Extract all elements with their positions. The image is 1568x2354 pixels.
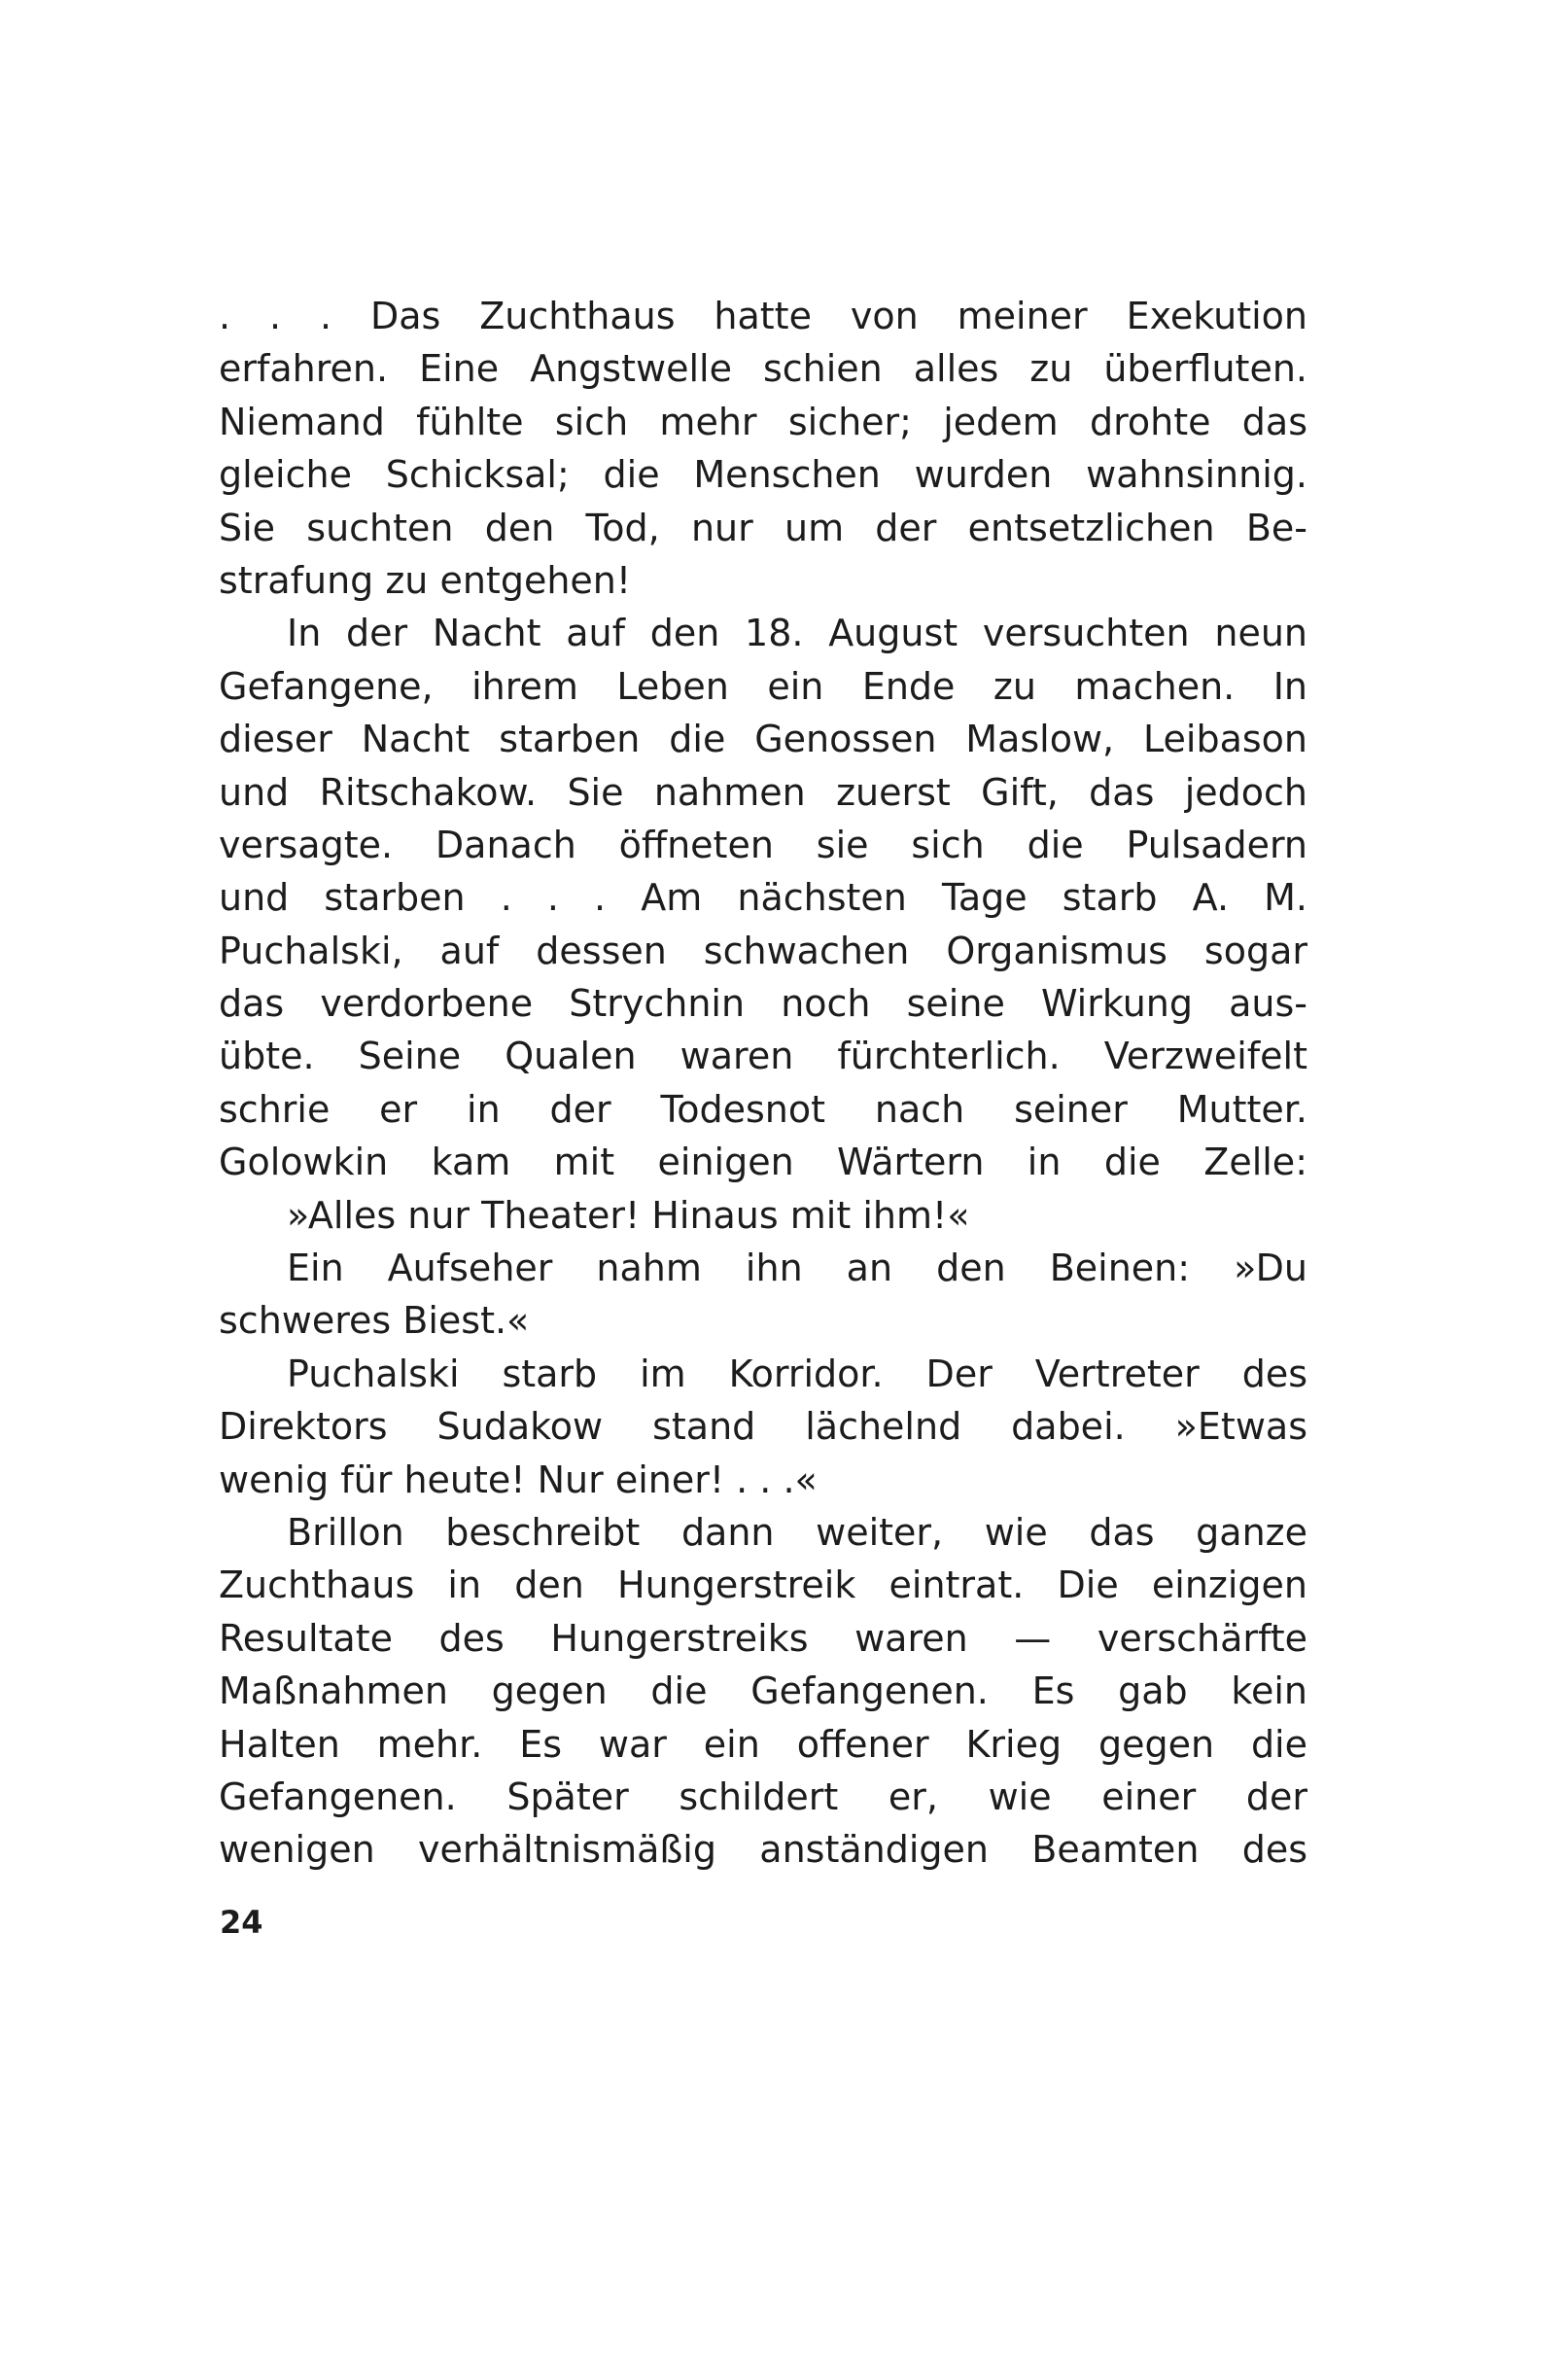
text-line: wenigen verhältnismäßig anständigen Beamten des xyxy=(219,1828,1307,1872)
text-line: strafung zu entgehen! xyxy=(219,558,632,602)
text-line: Brillon beschreibt dann weiter, wie das ganze xyxy=(287,1510,1307,1554)
text-line: und Ritschakow. Sie nahmen zuerst Gift, das jedoch xyxy=(219,770,1307,814)
text-line: schrie er in der Todesnot nach seiner Mutter. xyxy=(219,1087,1307,1131)
page-number: 24 xyxy=(220,1904,263,1941)
text-line: übte. Seine Qualen waren fürchterlich. Verzweifelt xyxy=(219,1035,1307,1078)
text-line: Puchalski, auf dessen schwachen Organismus sogar xyxy=(219,929,1307,972)
text-line: erfahren. Eine Angstwelle schien alles zu überfluten. xyxy=(219,347,1307,391)
text-line: Puchalski starb im Korridor. Der Vertreter des xyxy=(287,1352,1307,1395)
text-line: Direktors Sudakow stand lächelnd dabei. »Etwas xyxy=(219,1405,1307,1449)
text-line: Gefangene, ihrem Leben ein Ende zu machen. In xyxy=(219,664,1307,708)
text-line: Sie suchten den Tod, nur um der entsetzlichen Be- xyxy=(219,506,1307,549)
text-line: Ein Aufseher nahm ihn an den Beinen: »Du xyxy=(287,1247,1307,1290)
text-line: das verdorbene Strychnin noch seine Wirkung aus- xyxy=(219,982,1307,1026)
text-line: Gefangenen. Später schildert er, wie einer der xyxy=(219,1774,1307,1818)
body-text xyxy=(219,290,1307,1877)
text-line: wenig für heute! Nur einer! . . .« xyxy=(219,1458,818,1501)
text-line: Maßnahmen gegen die Gefangenen. Es gab kein xyxy=(219,1669,1307,1713)
text-line: schweres Biest.« xyxy=(219,1299,530,1343)
text-line: versagte. Danach öffneten sie sich die Pulsadern xyxy=(219,823,1307,866)
text-line: Golowkin kam mit einigen Wärtern in die Zelle: xyxy=(219,1141,1307,1184)
text-line: dieser Nacht starben die Genossen Maslow, Leibason xyxy=(219,718,1307,761)
text-line: Zuchthaus in den Hungerstreik eintrat. Die einzigen xyxy=(219,1563,1307,1607)
text-line: Resultate des Hungerstreiks waren — verschärfte xyxy=(219,1616,1307,1660)
text-line: . . . Das Zuchthaus hatte von meiner Exekution xyxy=(219,295,1307,337)
text-line: Halten mehr. Es war ein offener Krieg gegen die xyxy=(219,1722,1307,1766)
text-line: und starben . . . Am nächsten Tage starb A. M. xyxy=(219,876,1307,920)
text-line: In der Nacht auf den 18. August versuchten neun xyxy=(287,612,1307,655)
text-line: Niemand fühlte sich mehr sicher; jedem drohte das xyxy=(219,400,1307,443)
text-line: gleiche Schicksal; die Menschen wurden wahnsinnig. xyxy=(219,453,1307,497)
text-line: »Alles nur Theater! Hinaus mit ihm!« xyxy=(287,1193,970,1237)
